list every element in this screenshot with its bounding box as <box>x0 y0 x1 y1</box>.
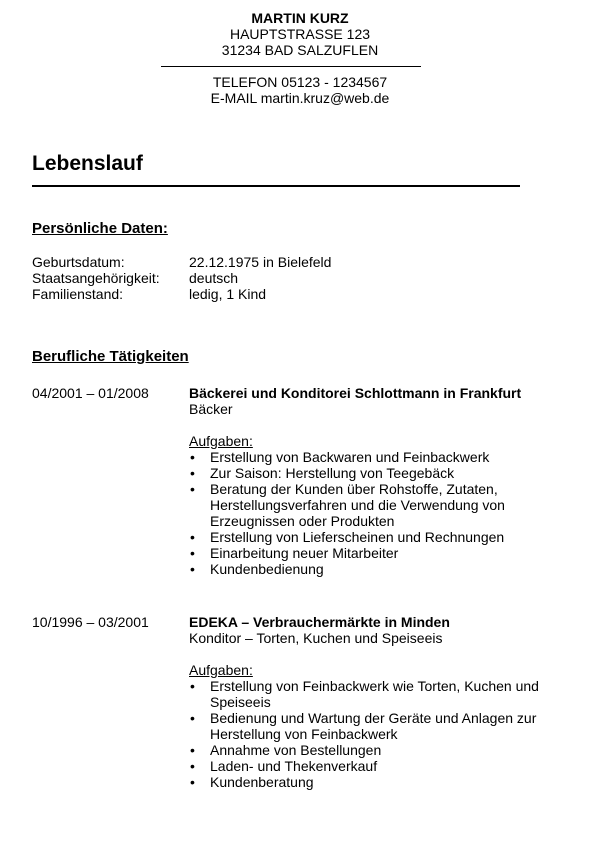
tasks-label: Aufgaben: <box>189 662 253 678</box>
task-text: Kundenberatung <box>210 774 314 790</box>
task-text: Annahme von Bestellungen <box>210 742 382 758</box>
job-company: EDEKA – Verbrauchermärkte in Minden <box>189 614 450 630</box>
task-text: Bedienung und Wartung der Geräte und Anlagen zur Herstellung von Feinbackwerk <box>210 710 537 742</box>
task-text: Einarbeitung neuer Mitarbeiter <box>210 545 399 561</box>
list-item <box>189 710 572 742</box>
personal-row-nationality <box>32 270 331 286</box>
job-dates: 04/2001 – 01/2008 <box>32 385 149 401</box>
bullet-icon: • <box>190 742 195 758</box>
personal-row-birth <box>32 254 331 270</box>
letterhead <box>0 10 600 58</box>
bullet-icon: • <box>190 545 195 561</box>
list-item <box>189 481 572 529</box>
personal-label: Staatsangehörigkeit: <box>32 270 160 286</box>
task-text: Kundenbedienung <box>210 561 324 577</box>
bullet-icon: • <box>190 561 195 577</box>
list-item <box>189 774 572 790</box>
title-divider <box>32 185 520 187</box>
personal-data <box>32 254 331 302</box>
personal-data-heading: Persönliche Daten: <box>32 220 168 237</box>
task-text: Erstellung von Backwaren und Feinbackwerk <box>210 449 490 465</box>
list-item <box>189 449 572 465</box>
bullet-icon: • <box>190 465 195 481</box>
bullet-icon: • <box>190 678 195 694</box>
personal-label: Geburtsdatum: <box>32 254 125 270</box>
city-address: 31234 BAD SALZUFLEN <box>221 42 379 58</box>
bullet-icon: • <box>190 774 195 790</box>
job-role: Konditor – Torten, Kuchen und Speiseeis <box>189 630 443 646</box>
task-text: Laden- und Thekenverkauf <box>210 758 378 774</box>
applicant-name: MARTIN KURZ <box>251 10 349 26</box>
email-address: E-MAIL martin.kruz@web.de <box>210 90 390 106</box>
job-details <box>189 385 572 577</box>
task-list <box>189 449 572 577</box>
bullet-icon: • <box>190 710 195 726</box>
bullet-icon: • <box>190 758 195 774</box>
task-text: Erstellung von Feinbackwerk wie Torten, Kuchen und Speiseeis <box>210 678 539 710</box>
personal-label: Familienstand: <box>32 286 124 302</box>
list-item <box>189 742 572 758</box>
job-details <box>189 614 572 790</box>
phone-number: TELEFON 05123 - 1234567 <box>212 74 388 90</box>
street-address: HAUPTSTRASSE 123 <box>229 26 371 42</box>
list-item <box>189 758 572 774</box>
document-title: Lebenslauf <box>32 152 143 175</box>
task-text: Beratung der Kunden über Rohstoffe, Zutaten, Herstellungsverfahren und die Verwendung von Erzeugnissen oder Produkten <box>210 481 505 529</box>
tasks-label: Aufgaben: <box>189 433 253 449</box>
job-dates: 10/1996 – 03/2001 <box>32 614 149 630</box>
personal-value: ledig, 1 Kind <box>189 286 267 302</box>
bullet-icon: • <box>190 529 195 545</box>
career-heading: Berufliche Tätigkeiten <box>32 348 189 365</box>
list-item <box>189 545 572 561</box>
header-divider <box>161 66 421 67</box>
list-item <box>189 678 572 710</box>
contact-block <box>0 74 600 106</box>
personal-value: 22.12.1975 in Bielefeld <box>189 254 332 270</box>
list-item <box>189 561 572 577</box>
bullet-icon: • <box>190 481 195 497</box>
task-text: Erstellung von Lieferscheinen und Rechnungen <box>210 529 505 545</box>
personal-value: deutsch <box>189 270 239 286</box>
bullet-icon: • <box>190 449 195 465</box>
list-item <box>189 465 572 481</box>
task-text: Zur Saison: Herstellung von Teegebäck <box>210 465 455 481</box>
personal-row-marital <box>32 286 331 302</box>
list-item <box>189 529 572 545</box>
task-list <box>189 678 572 790</box>
job-company: Bäckerei und Konditorei Schlottmann in Frankfurt <box>189 385 522 401</box>
job-role: Bäcker <box>189 401 233 417</box>
